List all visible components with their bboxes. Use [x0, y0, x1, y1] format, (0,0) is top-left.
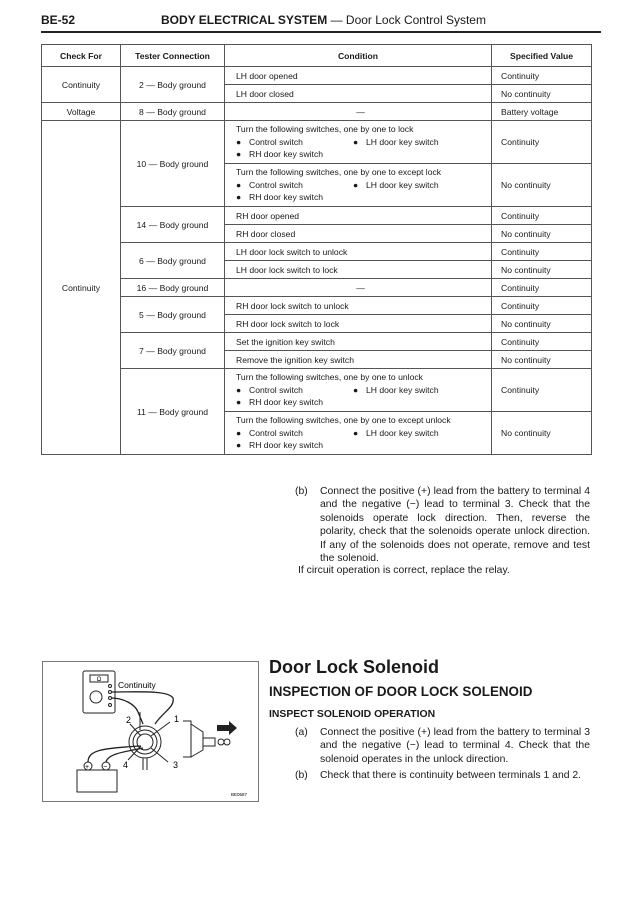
check-for-cell: Continuity [42, 67, 121, 103]
condition-intro: Turn the following switches, one by one to except lock [236, 167, 442, 178]
switch-item: Control switch [249, 179, 303, 190]
condition-cell [225, 121, 492, 164]
tester-connection-cell: 11 — Body ground [121, 369, 225, 455]
value-cell: Continuity [492, 67, 592, 85]
switch-item: Control switch [249, 384, 303, 395]
table-row [42, 369, 592, 412]
table-row [42, 243, 592, 261]
bullet-icon: ● [236, 179, 242, 190]
switch-item: RH door key switch [249, 440, 324, 451]
bullet-icon: ● [236, 384, 242, 395]
switch-list [236, 427, 485, 440]
table-row [42, 333, 592, 351]
condition-cell: RH door closed [225, 225, 492, 243]
arrow-right-icon [217, 721, 237, 735]
condition-cell: Set the ignition key switch [225, 333, 492, 351]
value-cell: Battery voltage [492, 103, 592, 121]
value-cell: No continuity [492, 164, 592, 207]
bullet-icon: ● [236, 397, 242, 408]
section-title-bold: BODY ELECTRICAL SYSTEM [161, 13, 328, 27]
bullet-icon: ● [236, 149, 242, 160]
terminal-label: 1 [174, 714, 180, 724]
solenoid-test-figure [42, 661, 259, 802]
tester-connection-cell: 16 — Body ground [121, 279, 225, 297]
battery-plus-icon: + [85, 764, 90, 771]
bullet-icon: ● [236, 427, 242, 438]
relay-note: If circuit operation is correct, replace the relay. [298, 565, 510, 576]
table-row [42, 121, 592, 164]
step-label: (b) [295, 770, 308, 781]
value-cell: Continuity [492, 333, 592, 351]
value-cell: No continuity [492, 225, 592, 243]
switch-list [236, 136, 485, 149]
table-row [42, 67, 592, 85]
solenoid-diagram [43, 662, 258, 801]
value-cell: No continuity [492, 351, 592, 369]
condition-cell: — [225, 103, 492, 121]
condition-cell [225, 412, 492, 455]
value-cell: Continuity [492, 207, 592, 225]
switch-item: LH door key switch [366, 427, 439, 438]
table-row [42, 207, 592, 225]
switch-item: RH door key switch [249, 397, 324, 408]
bullet-icon: ● [353, 136, 359, 147]
value-cell: No continuity [492, 261, 592, 279]
condition-cell: — [225, 279, 492, 297]
tester-connection-cell: 8 — Body ground [121, 103, 225, 121]
condition-cell: RH door lock switch to unlock [225, 297, 492, 315]
switch-list [236, 179, 485, 192]
step-label: (b) [295, 486, 308, 497]
terminal-label: 3 [173, 760, 179, 770]
condition-cell: RH door opened [225, 207, 492, 225]
table-header-row [42, 45, 592, 67]
section-heading: Door Lock Solenoid [269, 657, 440, 677]
condition-cell: LH door lock switch to unlock [225, 243, 492, 261]
check-for-cell: Continuity [42, 121, 121, 455]
table-row [42, 297, 592, 315]
condition-cell: Remove the ignition key switch [225, 351, 492, 369]
condition-cell: RH door lock switch to lock [225, 315, 492, 333]
tester-connection-cell: 5 — Body ground [121, 297, 225, 333]
section-title-rest: — Door Lock Control System [327, 13, 486, 27]
bullet-icon: ● [353, 384, 359, 395]
switch-item: LH door key switch [366, 136, 439, 147]
switch-item: Control switch [249, 136, 303, 147]
col-condition: Condition [225, 45, 492, 67]
switch-item: RH door key switch [249, 192, 324, 203]
condition-intro: Turn the following switches, one by one to except unlock [236, 415, 451, 426]
bullet-icon: ● [236, 440, 242, 451]
terminal-label: 4 [123, 760, 129, 770]
meter-label: Continuity [118, 680, 156, 690]
step-text: Connect the positive (+) lead from the battery to terminal 3 and the negative (−) lead to terminal 4. Check that the solenoid operates in the unlock direction. [320, 727, 590, 765]
tester-connection-cell: 6 — Body ground [121, 243, 225, 279]
check-for-cell: Voltage [42, 103, 121, 121]
tester-connection-cell: 7 — Body ground [121, 333, 225, 369]
tester-connection-cell: 14 — Body ground [121, 207, 225, 243]
value-cell: Continuity [492, 243, 592, 261]
figure-code: BE0687 [231, 792, 248, 797]
condition-cell: LH door opened [225, 67, 492, 85]
bullet-icon: ● [236, 192, 242, 203]
solenoid-step-a [295, 726, 595, 768]
meter-symbol: Ω [96, 677, 102, 683]
bullet-icon: ● [353, 179, 359, 190]
inspection-table [41, 44, 592, 455]
table-row [42, 103, 592, 121]
battery-minus-icon: − [103, 764, 108, 771]
col-tester-connection: Tester Connection [121, 45, 225, 67]
step-text: Check that there is continuity between terminals 1 and 2. [320, 770, 582, 781]
page-header [41, 12, 601, 33]
value-cell: Continuity [492, 121, 592, 164]
condition-intro: Turn the following switches, one by one to unlock [236, 372, 423, 383]
terminal-label: 2 [126, 715, 132, 725]
bullet-icon: ● [353, 427, 359, 438]
value-cell: No continuity [492, 315, 592, 333]
section-title [161, 13, 486, 27]
switch-list [236, 384, 485, 397]
tester-connection-cell: 10 — Body ground [121, 121, 225, 207]
condition-cell [225, 369, 492, 412]
condition-cell: LH door closed [225, 85, 492, 103]
relay-step-b [295, 485, 595, 565]
value-cell: Continuity [492, 279, 592, 297]
value-cell: Continuity [492, 369, 592, 412]
bullet-icon: ● [236, 136, 242, 147]
table-row [42, 279, 592, 297]
col-specified-value: Specified Value [492, 45, 592, 67]
page-number: BE-52 [41, 13, 76, 27]
step-text: Connect the positive (+) lead from the battery to terminal 4 and the negative (−) lead to terminal 3. Check that the solenoids operate lock direction. Then, reverse the polarity, check that the solenoids operate unlock direction. If any of the solenoids does not operate, remove and test the solenoid. [320, 486, 590, 565]
step-label: (a) [295, 727, 308, 738]
switch-item: LH door key switch [366, 384, 439, 395]
tester-connection-cell: 2 — Body ground [121, 67, 225, 103]
switch-item: RH door key switch [249, 149, 324, 160]
condition-cell: LH door lock switch to lock [225, 261, 492, 279]
value-cell: No continuity [492, 85, 592, 103]
operation-subheading: INSPECT SOLENOID OPERATION [269, 709, 436, 720]
switch-item: LH door key switch [366, 179, 439, 190]
condition-cell [225, 164, 492, 207]
col-check-for: Check For [42, 45, 121, 67]
solenoid-step-b [295, 769, 595, 799]
inspection-heading: INSPECTION OF DOOR LOCK SOLENOID [269, 684, 533, 699]
switch-item: Control switch [249, 427, 303, 438]
value-cell: No continuity [492, 412, 592, 455]
condition-intro: Turn the following switches, one by one to lock [236, 124, 414, 135]
value-cell: Continuity [492, 297, 592, 315]
